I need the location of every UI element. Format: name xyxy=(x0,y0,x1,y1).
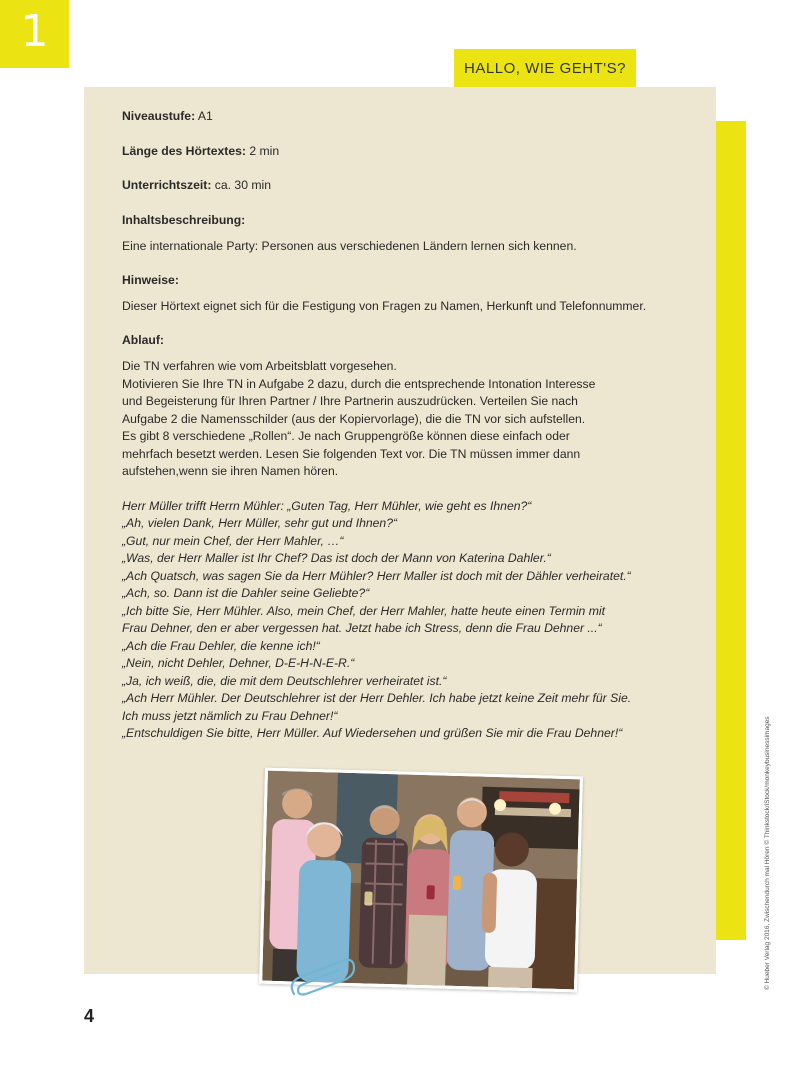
dialogue-text xyxy=(122,498,682,743)
dialogue-line: „Ah, vielen Dank, Herr Müller, sehr gut und Ihnen?“ xyxy=(122,516,398,530)
notes-heading: Hinweise: xyxy=(122,272,179,287)
dialogue-line: „Was, der Herr Maller ist Ihr Chef? Das ist doch der Mann von Katerina Dahler.“ xyxy=(122,551,551,565)
procedure-line: Es gibt 8 verschiedene „Rollen“. Je nach Gruppengröße können diese einfach oder xyxy=(122,429,570,443)
procedure-line: mehrfach besetzt werden. Lesen Sie folgenden Text vor. Die TN müssen immer dann xyxy=(122,446,581,461)
chapter-number: 1 xyxy=(20,6,49,57)
dialogue-line: Herr Müller trifft Herrn Mühler: „Guten Tag, Herr Mühler, wie geht es Ihnen?“ xyxy=(122,498,532,513)
field-level xyxy=(122,108,682,126)
field-lesson-time xyxy=(122,177,682,195)
field-label: Unterrichtszeit: xyxy=(122,178,212,192)
dialogue-line: „Entschuldigen Sie bitte, Herr Müller. Auf Wiedersehen und grüßen Sie mir die Frau Dehner!“ xyxy=(122,726,623,740)
procedure-line: Die TN verfahren wie vom Arbeitsblatt vorgesehen. xyxy=(122,359,397,373)
procedure-line: Motivieren Sie Ihre TN in Aufgabe 2 dazu, durch die entsprechende Intonation Interesse xyxy=(122,376,596,391)
field-audio-length xyxy=(122,143,682,161)
field-value: 2 min xyxy=(249,143,280,158)
dialogue-line: „Ja, ich weiß, die, die mit dem Deutschlehrer verheiratet ist.“ xyxy=(122,673,447,688)
dialogue-line: „Ach Quatsch, was sagen Sie da Herr Mühler? Herr Maller ist doch mit der Dähler verheiratet.“ xyxy=(122,568,631,583)
procedure-text xyxy=(122,358,682,481)
side-accent-bar xyxy=(716,121,746,940)
field-value: ca. 30 min xyxy=(214,178,272,192)
dialogue-line: „Ich bitte Sie, Herr Mühler. Also, mein Chef, der Herr Mahler, hatte heute einen Termin mit xyxy=(122,603,605,618)
notes-text: Dieser Hörtext eignet sich für die Festigung von Fragen zu Namen, Herkunft und Telefonnummer. xyxy=(122,299,647,313)
procedure-line: Aufgabe 2 die Namensschilder (aus der Kopiervorlage), die die TN vor sich aufstellen. xyxy=(122,411,586,426)
dialogue-line: „Nein, nicht Dehler, Dehner, D-E-H-N-E-R.“ xyxy=(122,656,355,670)
page-number: 4 xyxy=(84,1006,95,1026)
field-label: Länge des Hörtextes: xyxy=(122,143,246,158)
chapter-title-tab xyxy=(454,49,636,87)
procedure-line: aufstehen,wenn sie ihren Namen hören. xyxy=(122,464,339,478)
chapter-badge xyxy=(0,0,69,68)
content-text: Eine internationale Party: Personen aus verschiedenen Ländern lernen sich kennen. xyxy=(122,239,577,253)
dialogue-line: „Ach, so. Dann ist die Dahler seine Geliebte?“ xyxy=(122,586,370,600)
paperclip-icon xyxy=(286,954,356,1004)
lesson-content xyxy=(122,108,682,743)
chapter-title: HALLO, WIE GEHT'S? xyxy=(464,59,626,77)
copyright-credit: © Hueber Verlag 2016, Zwischendurch mal Hören © Thinkstock/iStock/monkeybusinessimages xyxy=(764,716,771,990)
procedure-line: und Begeisterung für Ihren Partner / Ihre Partnerin auszudrücken. Verteilen Sie nach xyxy=(122,394,578,408)
field-label: Niveaustufe: xyxy=(122,109,196,123)
dialogue-line: „Ach Herr Mühler. Der Deutschlehrer ist der Herr Dehler. Ich habe jetzt keine Zeit mehr für Sie. xyxy=(122,691,632,705)
procedure-heading: Ablauf: xyxy=(122,332,164,347)
dialogue-line: Ich muss jetzt nämlich zu Frau Dehner!“ xyxy=(122,708,338,723)
content-heading: Inhaltsbeschreibung: xyxy=(122,212,246,227)
field-value: A1 xyxy=(197,109,213,123)
dialogue-line: „Gut, nur mein Chef, der Herr Mahler, …“ xyxy=(122,533,344,548)
dialogue-line: Frau Dehner, den er aber vergessen hat. Jetzt habe ich Stress, denn die Frau Dehner ...“ xyxy=(122,621,602,635)
dialogue-line: „Ach die Frau Dehler, die kenne ich!“ xyxy=(122,638,320,653)
